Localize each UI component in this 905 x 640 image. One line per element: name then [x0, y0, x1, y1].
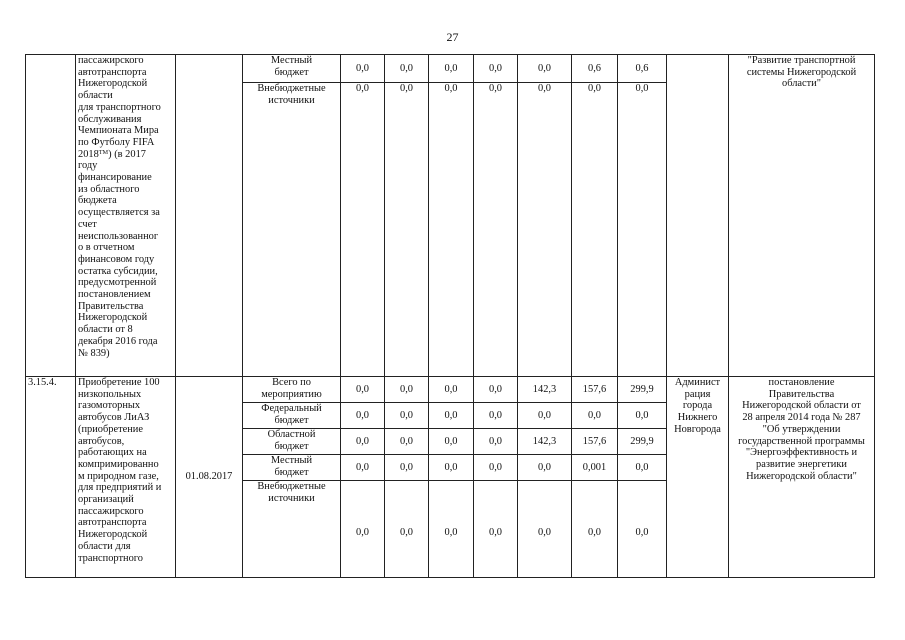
value-cell: 0,0: [474, 377, 518, 403]
value-cell: 299,9: [618, 429, 667, 455]
value-cell: 0,0: [572, 403, 618, 429]
value-cell: 0,0: [429, 455, 474, 481]
value-cell: 0,0: [518, 55, 572, 83]
value-cell: 0,0: [385, 55, 429, 83]
value-cell: 0,0: [429, 55, 474, 83]
basis-cell: постановление Правительства Нижегородской области от 28 апреля 2014 года № 287 "Об утверждении государственной программы "Энергоэффективность и развитие энергетики Нижегородской области": [729, 377, 875, 578]
value-cell: 0,0: [341, 55, 385, 83]
number-cell: 3.15.4.: [26, 377, 76, 578]
value-cell: 0,001: [572, 455, 618, 481]
funding-source: Областной бюджет: [243, 429, 341, 455]
value-cell: 157,6: [572, 429, 618, 455]
value-cell: 0,0: [618, 83, 667, 377]
value-cell: 0,0: [518, 403, 572, 429]
value-cell: 0,0: [341, 481, 385, 578]
value-cell: 0,0: [341, 83, 385, 377]
funding-source: Местный бюджет: [243, 455, 341, 481]
value-cell: 0,0: [341, 455, 385, 481]
value-cell: 0,0: [341, 403, 385, 429]
date-cell: 01.08.2017: [176, 377, 243, 578]
value-cell: 0,0: [518, 455, 572, 481]
funding-source: Внебюджетные источники: [243, 481, 341, 578]
value-cell: 0,0: [518, 481, 572, 578]
value-cell: 0,0: [429, 377, 474, 403]
description-cell: Приобретение 100 низкопольных газомоторных автобусов ЛиАЗ (приобретение автобусов, работающих на компримированно м природном газе, для предприятий и организаций пассажирского автотранспорта Нижегородской области для транспортного: [76, 377, 176, 578]
value-cell: 0,0: [618, 455, 667, 481]
description-cell: пассажирского автотранспорта Нижегородской области для транспортного обслуживания Чемпионата Мира по Футболу FIFA 2018ᵀᴹ) (в 2017 году финансирование из областного бюджета осуществляется за счет неиспользованног о в отчетном финансовом году остатка субсидии, предусмотренной постановлением Правительства Нижегородской области от 8 декабря 2016 года № 839): [76, 55, 176, 377]
value-cell: 0,0: [572, 481, 618, 578]
value-cell: 0,0: [474, 481, 518, 578]
value-cell: 0,0: [385, 481, 429, 578]
executor-cell: Админист рация города Нижнего Новгорода: [667, 377, 729, 578]
value-cell: 0,0: [474, 403, 518, 429]
date-cell: [176, 55, 243, 377]
value-cell: 0,0: [429, 481, 474, 578]
value-cell: 0,0: [618, 403, 667, 429]
value-cell: 0,0: [341, 377, 385, 403]
value-cell: 0,6: [572, 55, 618, 83]
value-cell: 0,0: [474, 83, 518, 377]
funding-source: Всего по мероприятию: [243, 377, 341, 403]
value-cell: 142,3: [518, 377, 572, 403]
number-cell: [26, 55, 76, 377]
program-table: [25, 54, 875, 578]
value-cell: 0,0: [474, 55, 518, 83]
value-cell: 0,0: [518, 83, 572, 377]
value-cell: 0,0: [429, 403, 474, 429]
value-cell: 299,9: [618, 377, 667, 403]
table-row: [26, 377, 875, 403]
value-cell: 0,0: [385, 455, 429, 481]
value-cell: 0,0: [572, 83, 618, 377]
value-cell: 0,0: [618, 481, 667, 578]
table-row: [26, 55, 875, 83]
value-cell: 0,0: [429, 83, 474, 377]
value-cell: 0,0: [385, 403, 429, 429]
page-number: 27: [446, 30, 459, 44]
value-cell: 0,0: [341, 429, 385, 455]
value-cell: 142,3: [518, 429, 572, 455]
funding-source: Внебюджетные источники: [243, 83, 341, 377]
value-cell: 0,6: [618, 55, 667, 83]
value-cell: 0,0: [385, 429, 429, 455]
executor-cell: [667, 55, 729, 377]
value-cell: 0,0: [429, 429, 474, 455]
value-cell: 0,0: [474, 455, 518, 481]
funding-source: Федеральный бюджет: [243, 403, 341, 429]
value-cell: 0,0: [474, 429, 518, 455]
value-cell: 0,0: [385, 377, 429, 403]
value-cell: 157,6: [572, 377, 618, 403]
basis-cell: "Развитие транспортной системы Нижегородской области": [729, 55, 875, 377]
funding-source: Местный бюджет: [243, 55, 341, 83]
value-cell: 0,0: [385, 83, 429, 377]
